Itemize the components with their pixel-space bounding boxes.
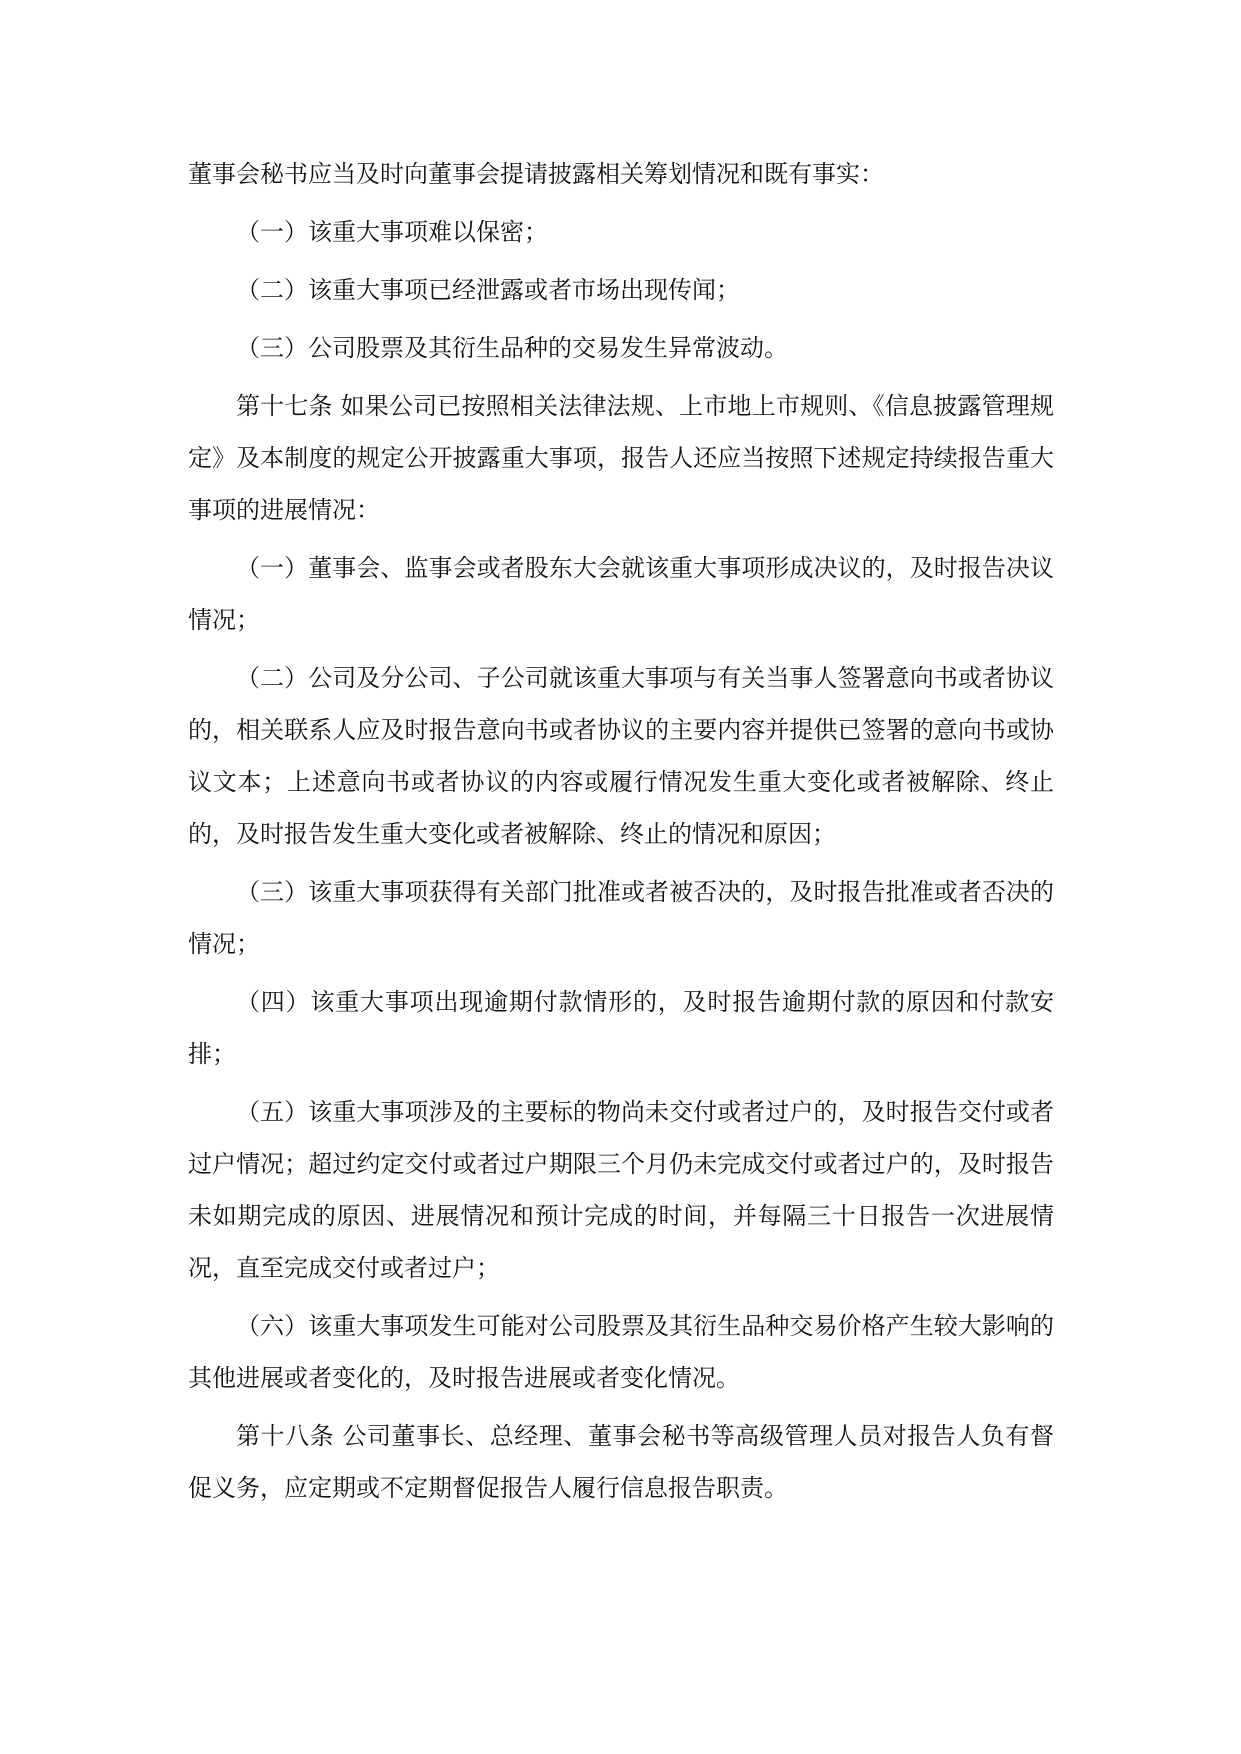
article-17-item-4: （四）该重大事项出现逾期付款情形的，及时报告逾期付款的原因和付款安排； [188,988,1054,1068]
list-item-2: （二）该重大事项已经泄露或者市场出现传闻； [236,276,740,304]
article-17: 第十七条 如果公司已按照相关法律法规、上市地上市规则、《信息披露管理规定》及本制度的规定公开披露重大事项，报告人还应当按照下述规定持续报告重大事项的进展情况： [188,392,1054,524]
article-17-item-1: （一）董事会、监事会或者股东大会就该重大事项形成决议的，及时报告决议情况； [188,554,1054,634]
list-item-1: （一）该重大事项难以保密； [236,218,548,246]
article-17-item-3: （三）该重大事项获得有关部门批准或者被否决的，及时报告批准或者否决的情况； [188,878,1054,958]
article-17-item-2: （二）公司及分公司、子公司就该重大事项与有关当事人签署意向书或者协议的，相关联系人应及时报告意向书或者协议的主要内容并提供已签署的意向书或协议文本；上述意向书或者协议的内容或履行情况发生重大变化或者被解除、终止的，及时报告发生重大变化或者被解除、终止的情况和原因； [188,664,1054,848]
list-item-3: （三）公司股票及其衍生品种的交易发生异常波动。 [236,334,788,362]
body-text [188,148,1054,1514]
article-17-item-5: （五）该重大事项涉及的主要标的物尚未交付或者过户的，及时报告交付或者过户情况；超过约定交付或者过户期限三个月仍未完成交付或者过户的，及时报告未如期完成的原因、进展情况和预计完成的时间，并每隔三十日报告一次进展情况，直至完成交付或者过户； [188,1098,1054,1282]
article-18: 第十八条 公司董事长、总经理、董事会秘书等高级管理人员对报告人负有督促义务，应定期或不定期督促报告人履行信息报告职责。 [188,1422,1054,1502]
article-17-item-6: （六）该重大事项发生可能对公司股票及其衍生品种交易价格产生较大影响的其他进展或者变化的，及时报告进展或者变化情况。 [188,1312,1054,1392]
paragraph-continuation: 董事会秘书应当及时向董事会提请披露相关筹划情况和既有事实： [188,160,884,188]
